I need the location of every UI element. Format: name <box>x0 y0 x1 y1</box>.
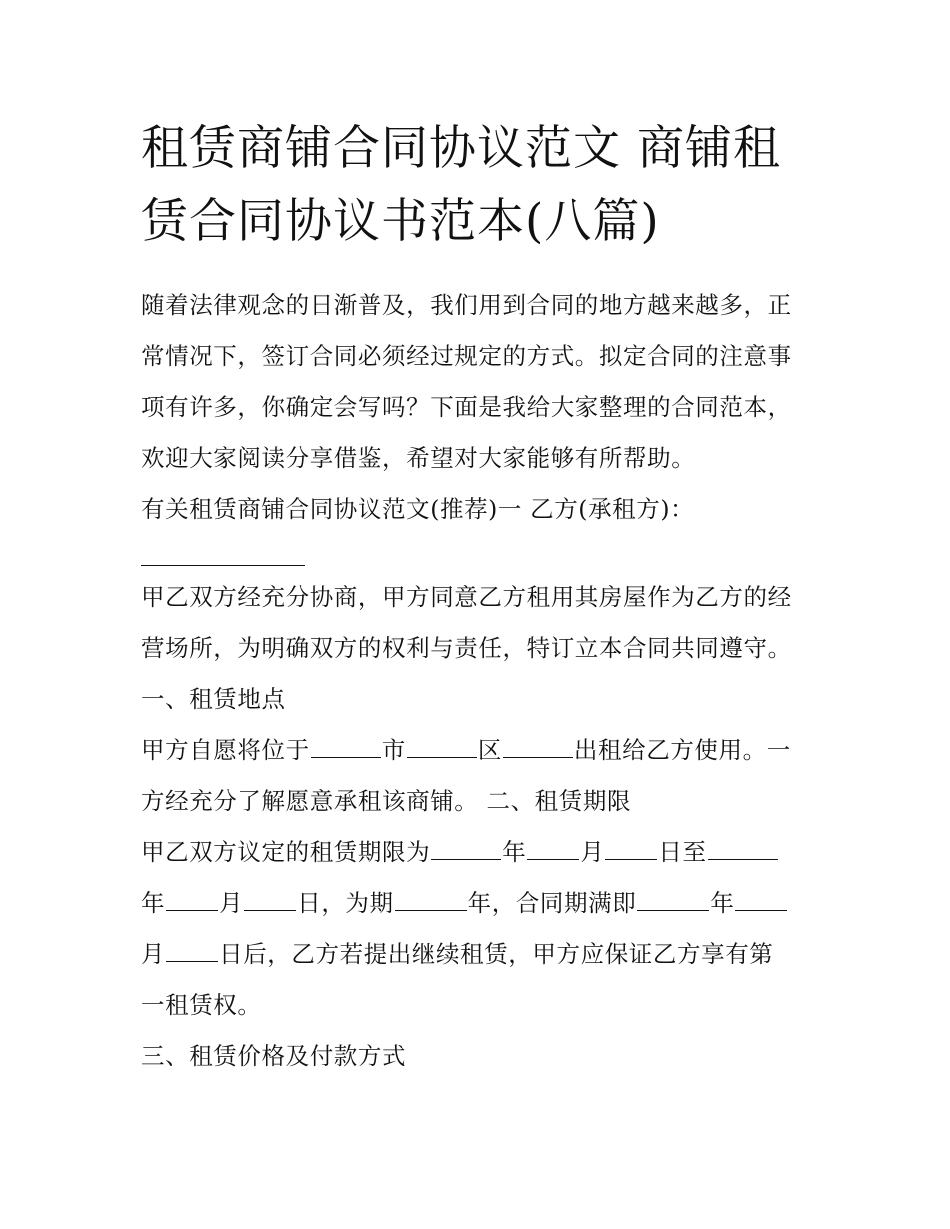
clause-2-text: 日，为期 <box>297 889 394 917</box>
clause-2-line-2 <box>141 878 813 929</box>
blank-field <box>311 737 381 758</box>
agreement-paragraph <box>141 572 813 674</box>
intro-line-1: 随着法律观念的日渐普及，我们用到合同的地方越来越多，正 <box>141 291 792 319</box>
blank-field <box>431 839 501 860</box>
clause-1-text: 区 <box>477 736 502 764</box>
blank-field <box>244 890 296 911</box>
clause-2-body <box>141 827 813 1031</box>
clause-2-text: 年 <box>502 838 527 866</box>
clause-3-title <box>141 1031 813 1082</box>
clause-1-text: 市 <box>381 736 406 764</box>
blank-field <box>503 737 573 758</box>
clause-2-text: 年 <box>710 889 735 917</box>
document-title <box>141 112 831 258</box>
blank-field <box>395 890 467 911</box>
blank-field <box>166 941 218 962</box>
clause-2-text: 月 <box>580 838 605 866</box>
title-line-2: 赁合同协议书范本(八篇) <box>141 194 660 249</box>
intro-line-2: 常情况下，签订合同必须经过规定的方式。拟定合同的注意事 <box>141 342 792 370</box>
clause-1-body <box>141 725 813 827</box>
title-line-1: 租赁商铺合同协议范文 商铺租 <box>141 121 781 176</box>
clause-1-line-1 <box>141 725 813 776</box>
clause-1-line-2: 方经充分了解愿意承租该商铺。 二、租赁期限 <box>141 787 632 815</box>
blank-field <box>708 839 778 860</box>
clause-2-line-3 <box>141 929 813 980</box>
clause-1-title-text: 一、租赁地点 <box>141 685 286 713</box>
blank-field <box>735 890 787 911</box>
clause-2-text: 月 <box>141 940 166 968</box>
agreement-line-2: 营场所，为明确双方的权利与责任，特订立本合同共同遵守。 <box>141 634 792 662</box>
section-heading-text: 有关租赁商铺合同协议范文(推荐)一 乙方(承租方)： <box>141 495 695 523</box>
blank-field <box>527 839 579 860</box>
blank-field <box>637 890 709 911</box>
clause-2-text: 甲乙双方议定的租赁期限为 <box>141 838 431 866</box>
clause-2-text: 日后，乙方若提出继续租赁，甲方应保证乙方享有第 <box>219 940 774 968</box>
clause-1-title <box>141 674 813 725</box>
intro-paragraph <box>141 280 813 484</box>
blank-field <box>407 737 477 758</box>
document-page <box>141 112 821 1082</box>
clause-3-title-text: 三、租赁价格及付款方式 <box>141 1042 407 1070</box>
clause-2-line-1 <box>141 827 813 878</box>
clause-2-text: 日至 <box>658 838 707 866</box>
intro-line-3: 项有许多，你确定会写吗？下面是我给大家整理的合同范本， <box>141 393 792 421</box>
signature-blank-line <box>141 565 305 566</box>
clause-2-line-4: 一租赁权。 <box>141 991 262 1019</box>
blank-field <box>605 839 657 860</box>
clause-1-text: 出租给乙方使用。一 <box>573 736 791 764</box>
clause-2-text: 年，合同期满即 <box>467 889 637 917</box>
clause-1-text: 甲方自愿将位于 <box>141 736 310 764</box>
agreement-line-1: 甲乙双方经充分协商，甲方同意乙方租用其房屋作为乙方的经 <box>141 583 792 611</box>
section-heading <box>141 484 813 535</box>
intro-line-4: 欢迎大家阅读分享借鉴，希望对大家能够有所帮助。 <box>141 444 696 472</box>
clause-2-text: 月 <box>219 889 244 917</box>
blank-field <box>166 890 218 911</box>
clause-2-text: 年 <box>141 889 166 917</box>
